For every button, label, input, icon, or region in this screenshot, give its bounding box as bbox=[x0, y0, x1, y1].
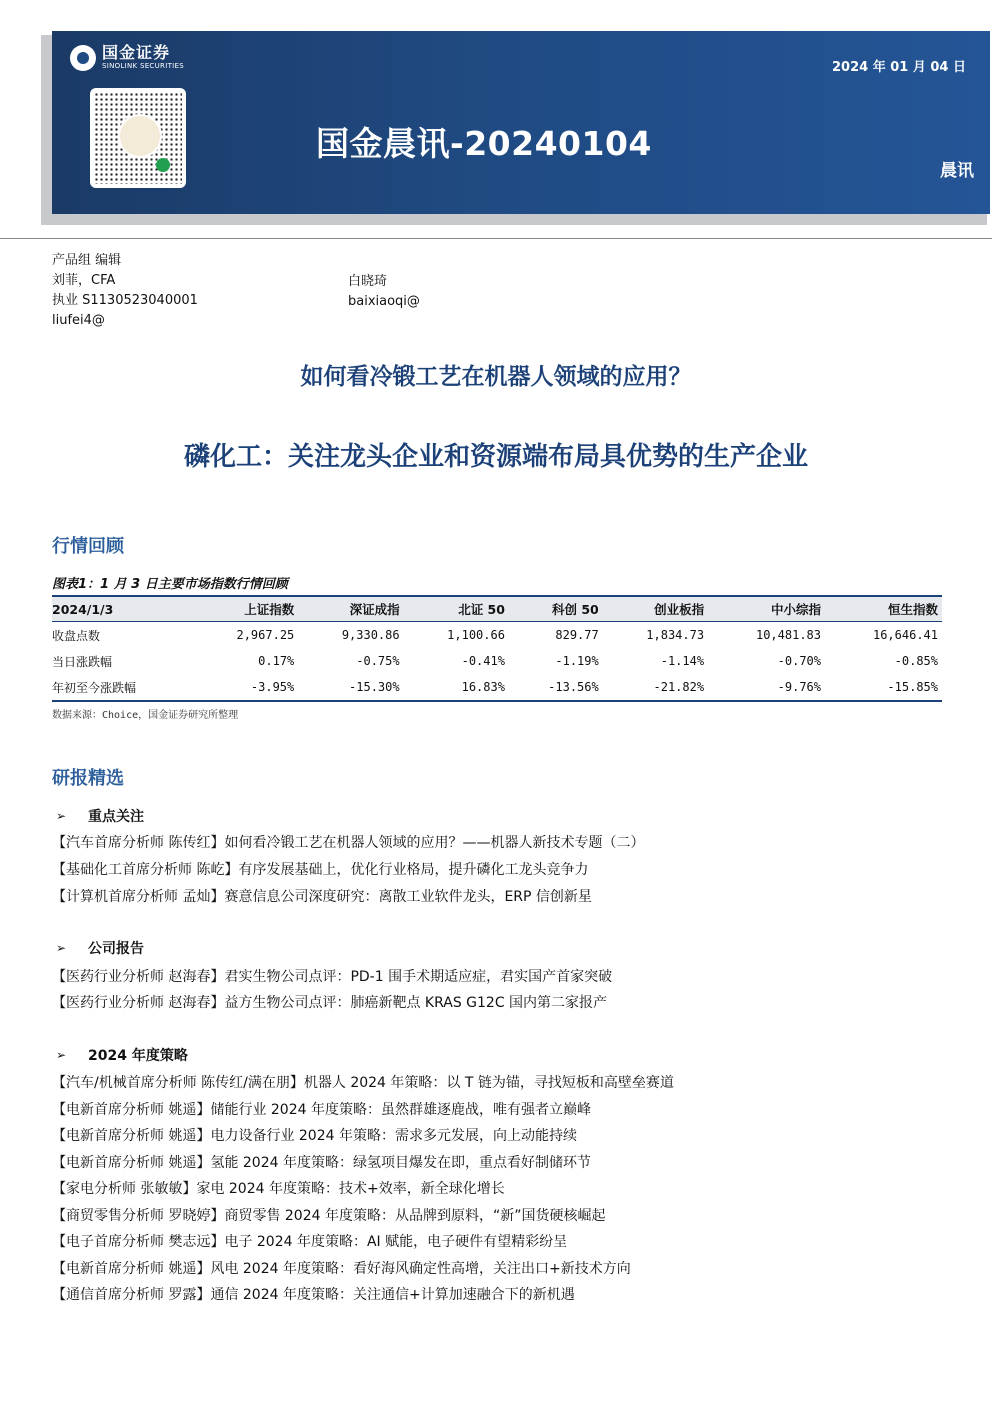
table-cell: -9.76% bbox=[777, 680, 821, 694]
report-link[interactable]: 【医药行业分析师 赵海春】益方生物公司点评：肺癌新靶点 KRAS G12C 国内第二家报产 bbox=[52, 995, 608, 1011]
table-cell: 829.77 bbox=[555, 628, 599, 642]
author-name: 白晓琦 bbox=[348, 274, 388, 289]
table-cell: 1,834.73 bbox=[646, 628, 705, 642]
report-title: 国金晨讯-20240104 bbox=[316, 124, 652, 163]
report-group-heading bbox=[56, 1045, 188, 1065]
table-header-cell: 科创 50 bbox=[551, 602, 599, 617]
arrow-bullet-icon: ➢ bbox=[56, 809, 67, 823]
table-cell: 收盘点数 bbox=[52, 628, 101, 643]
author-block-left bbox=[52, 251, 198, 331]
report-group-title: 2024 年度策略 bbox=[88, 1048, 188, 1064]
table-cell: -15.85% bbox=[887, 680, 938, 694]
report-link[interactable]: 【计算机首席分析师 孟灿】赛意信息公司深度研究：离散工业软件龙头，ERP 信创新星 bbox=[52, 889, 592, 905]
table-cell: -0.75% bbox=[356, 654, 400, 668]
author-email: liufei4@ bbox=[52, 313, 105, 328]
section-title-reports: 研报精选 bbox=[52, 768, 124, 789]
table-row bbox=[52, 648, 942, 674]
table-cell: -1.14% bbox=[660, 654, 705, 668]
company-logo bbox=[70, 44, 184, 71]
table-cell: -0.41% bbox=[461, 654, 505, 668]
table-header-cell: 中小综指 bbox=[770, 602, 821, 617]
report-group-title: 重点关注 bbox=[88, 809, 144, 825]
author-email: baixiaoqi@ bbox=[348, 294, 420, 309]
qr-code-icon bbox=[90, 88, 186, 188]
table-row bbox=[52, 674, 942, 701]
headline-secondary: 磷化工：关注龙头企业和资源端布局具优势的生产企业 bbox=[183, 442, 808, 472]
report-link[interactable]: 【通信首席分析师 罗露】通信 2024 年度策略：关注通信+计算加速融合下的新机遇 bbox=[52, 1287, 575, 1303]
table-cell: 9,330.86 bbox=[341, 628, 400, 642]
table-header-cell: 北证 50 bbox=[458, 602, 505, 617]
headline-primary: 如何看冷锻工艺在机器人领域的应用？ bbox=[300, 364, 692, 390]
report-link[interactable]: 【电新首席分析师 姚遥】电力设备行业 2024 年策略：需求多元发展，向上动能持续 bbox=[52, 1128, 577, 1144]
table-cell: -21.82% bbox=[653, 680, 705, 694]
report-link[interactable]: 【医药行业分析师 赵海春】君实生物公司点评：PD-1 围手术期适应症，君实国产首家突破 bbox=[52, 969, 613, 985]
arrow-bullet-icon: ➢ bbox=[56, 1048, 67, 1062]
table-cell: 10,481.83 bbox=[755, 628, 821, 642]
logo-name-cn: 国金证券 bbox=[102, 43, 171, 62]
table-cell: -15.30% bbox=[349, 680, 400, 694]
table-cell: 2,967.25 bbox=[236, 628, 295, 642]
arrow-bullet-icon: ➢ bbox=[56, 941, 67, 955]
table-cell: 当日涨跌幅 bbox=[52, 654, 113, 669]
report-link[interactable]: 【电新首席分析师 姚遥】储能行业 2024 年度策略：虽然群雄逐鹿战，唯有强者立巅峰 bbox=[52, 1102, 591, 1118]
table-header-cell: 深证成指 bbox=[349, 602, 400, 617]
market-index-table bbox=[52, 595, 942, 702]
report-link[interactable]: 【电新首席分析师 姚遥】风电 2024 年度策略：看好海风确定性高增，关注出口+新技术方向 bbox=[52, 1261, 631, 1277]
report-link[interactable]: 【基础化工首席分析师 陈屹】有序发展基础上，优化行业格局，提升磷化工龙头竞争力 bbox=[52, 862, 589, 878]
table-header-cell: 创业板指 bbox=[654, 602, 705, 617]
table-header-cell: 2024/1/3 bbox=[52, 601, 114, 617]
table-cell: 年初至今涨跌幅 bbox=[52, 680, 137, 695]
author-license: 执业 S1130523040001 bbox=[52, 293, 198, 308]
table-cell: -13.56% bbox=[548, 680, 599, 694]
table-cell: 1,100.66 bbox=[447, 628, 505, 642]
logo-name-en: SINOLINK SECURITIES bbox=[102, 62, 184, 70]
table-cell: -0.85% bbox=[894, 654, 938, 668]
report-date: 2024 年 01 月 04 日 bbox=[832, 60, 966, 75]
report-link[interactable]: 【汽车首席分析师 陈传红】如何看冷锻工艺在机器人领域的应用？——机器人新技术专题（二） bbox=[52, 835, 645, 851]
table-header-row bbox=[52, 596, 942, 622]
table-header-cell: 上证指数 bbox=[244, 602, 295, 617]
report-group-heading bbox=[56, 938, 144, 958]
header-divider bbox=[0, 238, 992, 239]
report-link[interactable]: 【电子首席分析师 樊志远】电子 2024 年度策略：AI 赋能，电子硬件有望精彩纷呈 bbox=[52, 1234, 568, 1250]
table-cell: 16,646.41 bbox=[872, 628, 938, 642]
report-link[interactable]: 【电新首席分析师 姚遥】氢能 2024 年度策略：绿氢项目爆发在即，重点看好制储环节 bbox=[52, 1155, 591, 1171]
report-link[interactable]: 【家电分析师 张敏敏】家电 2024 年度策略：技术+效率，新全球化增长 bbox=[52, 1181, 505, 1197]
report-group-title: 公司报告 bbox=[88, 941, 144, 957]
table-cell: 16.83% bbox=[461, 680, 505, 694]
table-cell: -1.19% bbox=[555, 654, 599, 668]
figure-caption: 图表1：1 月 3 日主要市场指数行情回顾 bbox=[52, 577, 288, 592]
section-title-market: 行情回顾 bbox=[52, 536, 124, 557]
table-cell: -0.70% bbox=[777, 654, 821, 668]
report-group-heading bbox=[56, 806, 144, 826]
data-source-note: 数据来源：Choice，国金证券研究所整理 bbox=[52, 710, 239, 721]
table-header-cell: 恒生指数 bbox=[887, 602, 938, 617]
document-type: 晨讯 bbox=[940, 161, 974, 181]
editor-group: 产品组 编辑 bbox=[52, 253, 122, 268]
report-link[interactable]: 【商贸零售分析师 罗晓婷】商贸零售 2024 年度策略：从品牌到原料，“新”国货硬核崛起 bbox=[52, 1208, 606, 1224]
table-cell: 0.17% bbox=[258, 654, 295, 668]
author-block-right bbox=[348, 272, 420, 312]
report-link[interactable]: 【汽车/机械首席分析师 陈传红/满在朋】机器人 2024 年策略：以 T 链为锚，寻找短板和高壁垒赛道 bbox=[52, 1075, 674, 1091]
table-row bbox=[52, 622, 942, 649]
table-cell: -3.95% bbox=[250, 680, 295, 694]
author-name: 刘菲，CFA bbox=[52, 273, 116, 288]
wechat-badge-icon bbox=[156, 158, 170, 172]
logo-mark-icon bbox=[70, 45, 96, 71]
